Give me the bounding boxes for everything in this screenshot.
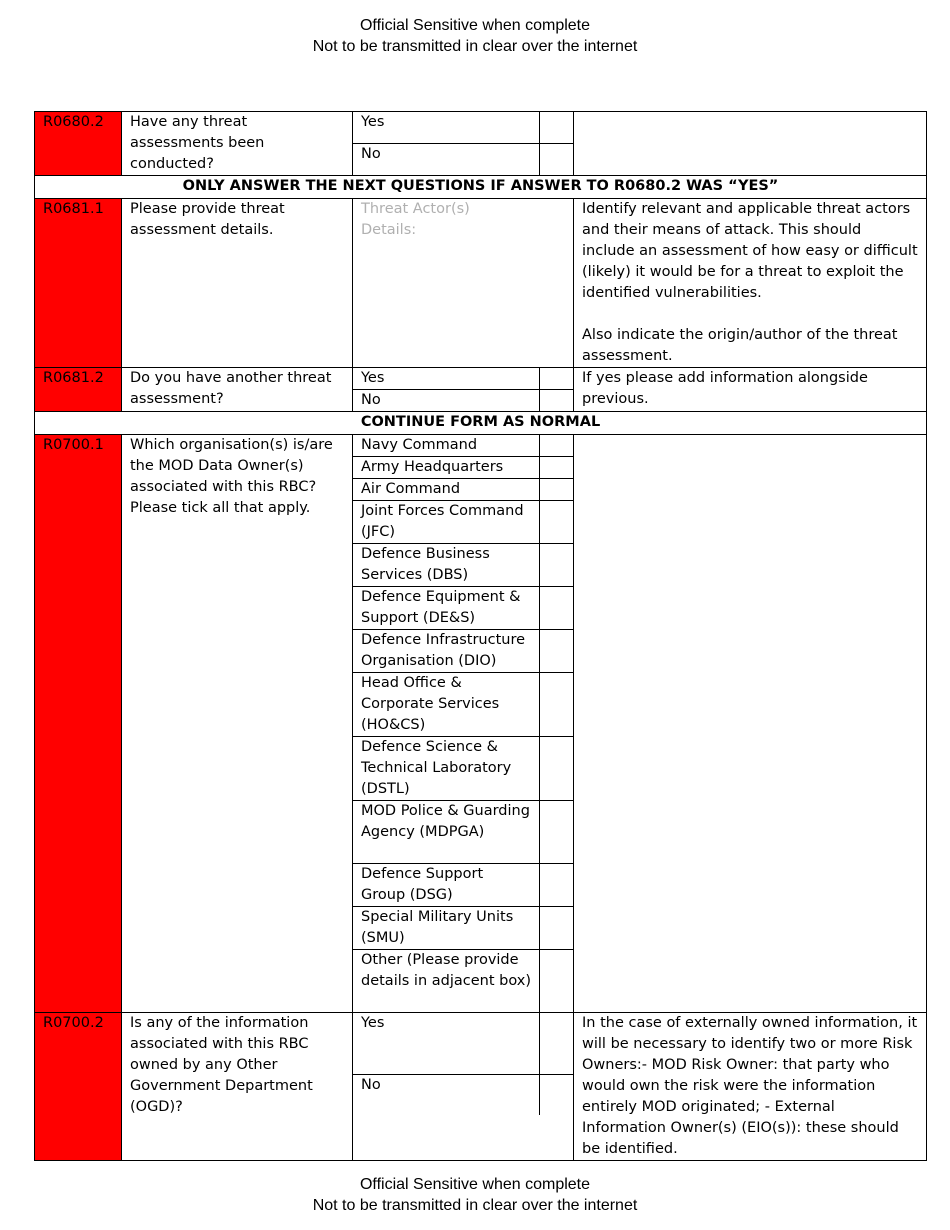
guidance-cell <box>574 199 927 368</box>
tick-box-yes[interactable] <box>540 112 574 144</box>
question-code: R0681.1 <box>35 199 122 368</box>
row-r0700-1-opt-1 <box>35 435 927 457</box>
threat-details-field[interactable] <box>353 199 574 368</box>
tick-box[interactable] <box>540 457 574 479</box>
question-code: R0680.2 <box>35 112 122 176</box>
threat-actor-placeholder: Threat Actor(s) <box>361 201 470 217</box>
tick-box[interactable] <box>540 737 574 801</box>
option-label: Defence Support Group (DSG) <box>353 864 540 907</box>
option-label-no: No <box>353 390 540 412</box>
instruction-row <box>35 176 927 199</box>
question-code: R0700.2 <box>35 1013 122 1161</box>
details-placeholder: Details: <box>361 222 417 238</box>
threat-assessment-form <box>34 111 927 1161</box>
tick-box[interactable] <box>540 435 574 457</box>
r0700-2-tick-column[interactable] <box>539 989 575 1115</box>
row-r0681-2-yes <box>35 368 927 390</box>
option-label: Head Office & Corporate Services (HO&CS) <box>353 673 540 737</box>
option-label: Army Headquarters <box>353 457 540 479</box>
guidance-text: Identify relevant and applicable threat actors and their means of attack. This should include an assessment of how easy or difficult (likely) it would be for a threat to exploit the identified vulnerabilities. <box>582 201 918 301</box>
option-label: Defence Equipment & Support (DE&S) <box>353 587 540 630</box>
tick-box[interactable] <box>540 801 574 864</box>
tick-box[interactable] <box>540 501 574 544</box>
option-label-no: No <box>353 144 540 176</box>
row-r0681-1 <box>35 199 927 368</box>
question-code: R0700.1 <box>35 435 122 1013</box>
header-line-2: Not to be transmitted in clear over the internet <box>312 38 638 55</box>
instruction-heading: ONLY ANSWER THE NEXT QUESTIONS IF ANSWER TO R0680.2 WAS “YES” <box>35 176 927 199</box>
guidance-cell <box>574 435 927 1013</box>
tick-box[interactable] <box>540 864 574 907</box>
question-text: Is any of the information associated with this RBC owned by any Other Government Department (OGD)? <box>122 1013 353 1161</box>
header-line-1: Official Sensitive when complete <box>359 17 591 34</box>
tick-box-no[interactable] <box>540 390 574 412</box>
option-label: Joint Forces Command (JFC) <box>353 501 540 544</box>
instruction-row <box>35 412 927 435</box>
option-label-yes: Yes <box>361 1015 385 1031</box>
option-label-yes: Yes <box>353 112 540 144</box>
tick-box-yes[interactable] <box>540 368 574 390</box>
question-text: Do you have another threat assessment? <box>122 368 353 412</box>
instruction-heading: CONTINUE FORM AS NORMAL <box>35 412 927 435</box>
tick-box[interactable] <box>540 907 574 950</box>
option-label: Other (Please provide details in adjacent box) <box>353 950 540 1013</box>
footer-line-2: Not to be transmitted in clear over the internet <box>312 1197 638 1214</box>
option-label: Special Military Units (SMU) <box>353 907 540 950</box>
question-text: Have any threat assessments been conducted? <box>122 112 353 176</box>
option-label: Defence Science & Technical Laboratory (DSTL) <box>353 737 540 801</box>
tick-box[interactable] <box>540 587 574 630</box>
guidance-cell: If yes please add information alongside previous. <box>574 368 927 412</box>
tick-box[interactable] <box>540 479 574 501</box>
header-banner <box>0 15 950 57</box>
footer-banner <box>0 1174 950 1216</box>
option-label: Defence Business Services (DBS) <box>353 544 540 587</box>
option-label: MOD Police & Guarding Agency (MDPGA) <box>353 801 540 864</box>
tick-box[interactable] <box>540 673 574 737</box>
row-r0700-2-yes <box>35 1013 927 1075</box>
row-r0680-2-yes <box>35 112 927 144</box>
option-label: Defence Infrastructure Organisation (DIO) <box>353 630 540 673</box>
option-label: Navy Command <box>353 435 540 457</box>
question-code: R0681.2 <box>35 368 122 412</box>
tick-box-no[interactable] <box>540 144 574 176</box>
question-text: Which organisation(s) is/are the MOD Data Owner(s) associated with this RBC? Please tick all that apply. <box>122 435 353 1013</box>
guidance-text-origin: Also indicate the origin/author of the threat assessment. <box>582 327 898 364</box>
guidance-cell <box>574 112 927 176</box>
option-label: Air Command <box>353 479 540 501</box>
option-label-no: No <box>361 1077 381 1094</box>
guidance-cell: In the case of externally owned information, it will be necessary to identify two or more Risk Owners:- MOD Risk Owner: that party who would own the risk were the information entirely MOD originated; - External Information Owner(s) (EIO(s)): these should be identified. <box>574 1013 927 1161</box>
option-label-yes: Yes <box>353 368 540 390</box>
question-text: Please provide threat assessment details. <box>122 199 353 368</box>
footer-line-1: Official Sensitive when complete <box>359 1176 591 1193</box>
tick-box[interactable] <box>540 544 574 587</box>
tick-box[interactable] <box>540 630 574 673</box>
